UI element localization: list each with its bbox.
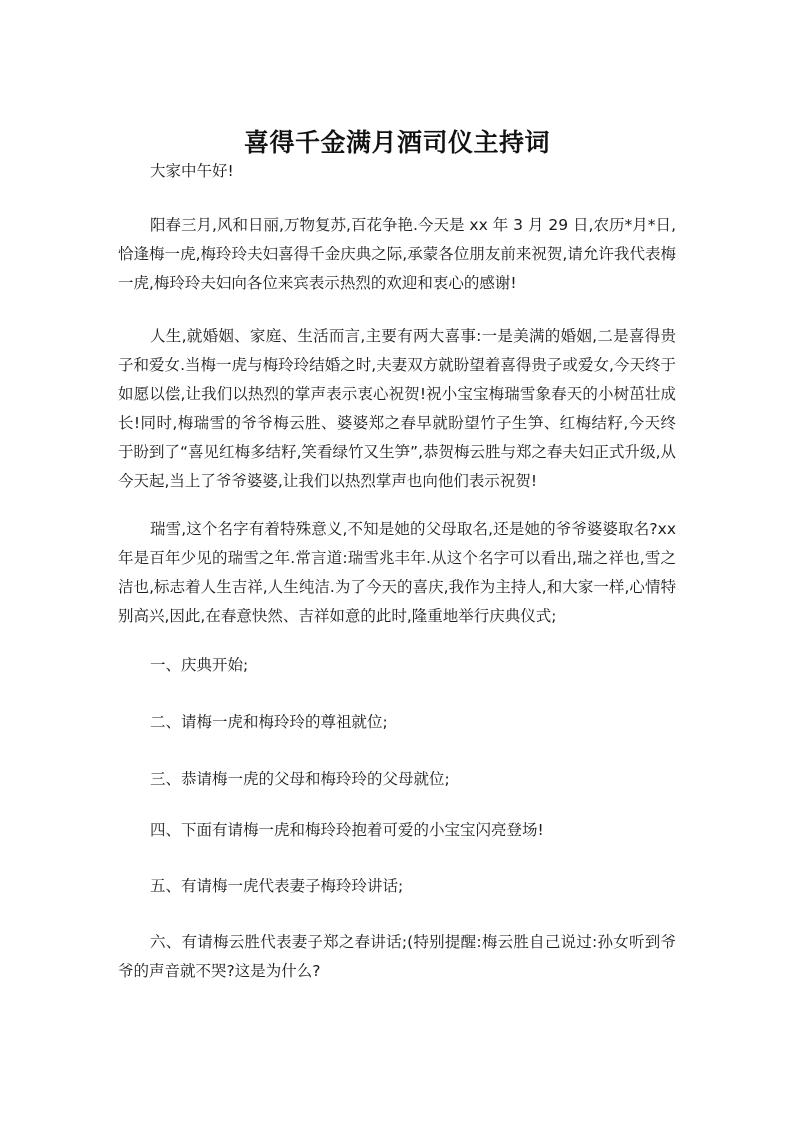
program-item-3: 三、恭请梅一虎的父母和梅玲玲的父母就位; xyxy=(150,770,450,788)
paragraph-happy-events: 人生,就婚姻、家庭、生活而言,主要有两大喜事:一是美满的婚姻,二是喜得贵子和爱女.当梅一虎与梅玲玲结婚之时,夫妻双方就盼望着喜得贵子或爱女,今天终于如愿以偿,让我们以热烈的掌声表示衷心祝贺!祝小宝宝梅瑞雪象春天的小树茁壮成长!同时,梅瑞雪的爷爷梅云胜、婆婆郑之春早就盼望竹子生笋、红梅结籽,今天终于盼到了“喜见红梅多结籽,笑看绿竹又生笋”,恭贺梅云胜与郑之春夫妇正式升级,从今天起,当上了爷爷婆婆,让我们以热烈掌声也向他们表示祝贺! xyxy=(118,327,676,490)
paragraph-name-meaning: 瑞雪,这个名字有着特殊意义,不知是她的父母取名,还是她的爷爷婆婆取名?xx 年是百年少见的瑞雪之年.常言道:瑞雪兆丰年.从这个名字可以看出,瑞之祥也,雪之洁也,标志着人生吉祥,人生纯洁.为了今天的喜庆,我作为主持人,和大家一样,心情特别高兴,因此,在春意快然、吉祥如意的此时,隆重地举行庆典仪式; xyxy=(118,520,676,625)
program-item-1: 一、庆典开始; xyxy=(150,656,249,674)
program-item-2: 二、请梅一虎和梅玲玲的尊祖就位; xyxy=(150,713,388,731)
document-title: 喜得千金满月酒司仪主持词 xyxy=(243,127,550,157)
greeting: 大家中午好! xyxy=(150,162,234,180)
paragraph-opening: 阳春三月,风和日丽,万物复苏,百花争艳.今天是 xx 年 3 月 29 日,农历*月*日,恰逢梅一虎,梅玲玲夫妇喜得千金庆典之际,承蒙各位朋友前来祝贺,请允许我代表梅一虎,梅玲玲夫妇向各位来宾表示热烈的欢迎和衷心的感谢! xyxy=(118,216,676,292)
program-item-6: 六、有请梅云胜代表妻子郑之春讲话;(特别提醒:梅云胜自己说过:孙女听到爷爷的声音就不哭?这是为什么? xyxy=(118,933,676,980)
program-item-5: 五、有请梅一虎代表妻子梅玲玲讲话; xyxy=(150,877,404,895)
program-item-4: 四、下面有请梅一虎和梅玲玲抱着可爱的小宝宝闪亮登场! xyxy=(150,821,544,839)
